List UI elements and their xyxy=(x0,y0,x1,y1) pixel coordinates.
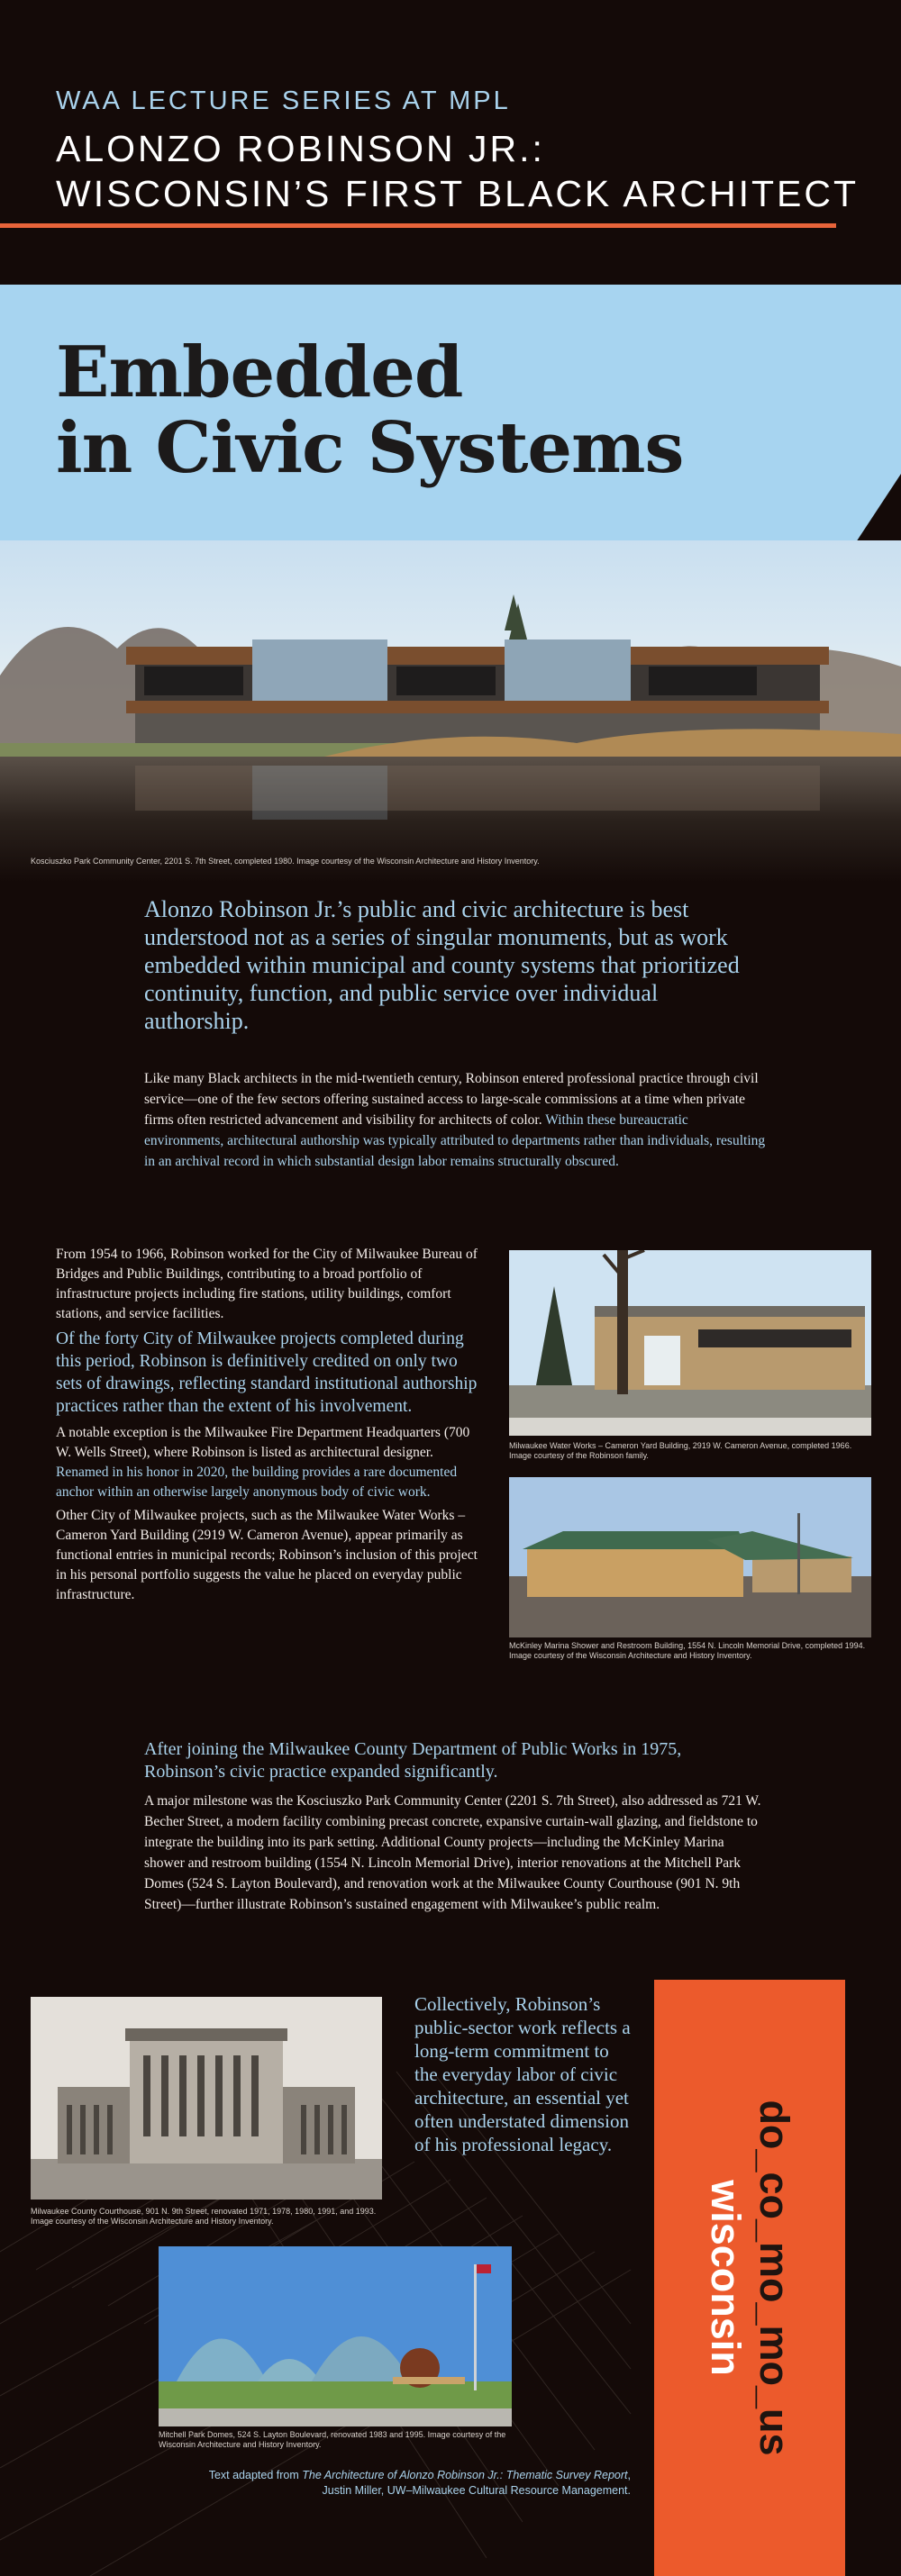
exhibit-title xyxy=(56,126,859,216)
city-paragraph-3 xyxy=(56,1423,479,1502)
intro-text: Like many Black architects in the mid-twentieth century, Robinson entered professional practice through civil service—one of the few sectors offering sustained access to large-scale commissions at a time when private firms often restricted advancement and visibility for architects of color. xyxy=(144,1071,759,1128)
city-section xyxy=(56,1245,479,1609)
exhibit-title-line2: WISCONSIN’S FIRST BLACK ARCHITECT xyxy=(56,173,860,214)
courthouse-caption: Milwaukee County Courthouse, 901 N. 9th Street, renovated 1971, 1978, 1980, 1991, and 1993. Image courtesy of the Wisconsin Architecture and History Inventory. xyxy=(31,2207,377,2226)
credit-prefix: Text adapted from xyxy=(208,2469,303,2481)
water-works-caption: Milwaukee Water Works – Cameron Yard Building, 2919 W. Cameron Avenue, completed 1966. Image courtesy of the Robinson family. xyxy=(509,1441,852,1460)
marina-caption: McKinley Marina Shower and Restroom Building, 1554 N. Lincoln Memorial Drive, completed 1994. Image courtesy of the Wisconsin Architecture and History Inventory. xyxy=(509,1641,866,1660)
marina-building-photo xyxy=(509,1477,871,1637)
source-credit xyxy=(162,2468,631,2499)
credit-suffix: , xyxy=(627,2469,631,2481)
orange-divider xyxy=(0,223,836,228)
county-paragraph: A major milestone was the Kosciuszko Park Community Center (2201 S. 7th Street), also addressed as 721 W. Becher Street, a modern facility combining precast concrete, expansive curtain-wall glazing, and fieldstone to integrate the building into its park setting. Additional County projects—including the McKinley Marina shower and restroom building (1554 N. Lincoln Memorial Drive), interior renovations at the Mitchell Park Domes (524 S. Layton Boulevard), and renovation work at the Milwaukee County Courthouse (901 N. 9th Street)—further illustrate Robinson’s sustained engagement with Milwaukee’s public realm. xyxy=(144,1793,761,1912)
exhibit-title-line1: ALONZO ROBINSON JR.: xyxy=(56,128,545,169)
credit-author: Justin Miller, UW–Milwaukee Cultural Resource Management. xyxy=(322,2484,631,2497)
docomomo-logo-container xyxy=(654,1980,845,2576)
docomomo-logo xyxy=(701,2100,798,2455)
lead-paragraph: Alonzo Robinson Jr.’s public and civic architecture is best understood not as a series of singular monuments, but as work embedded within municipal and county systems that prioritized continuity, function, and public service over individual authorship. xyxy=(144,896,740,1034)
city-paragraph-1: From 1954 to 1966, Robinson worked for the City of Milwaukee Bureau of Bridges and Public Buildings, contributing to a broad portfolio of infrastructure projects including fire stations, utility buildings, comfort stations, and service facilities. xyxy=(56,1247,478,1321)
collective-statement: Collectively, Robinson’s public-sector work reflects a long-term commitment to the everyday labor of civic architecture, an essential yet often understated dimension of his professional legacy. xyxy=(414,1993,631,2155)
fire-hq-text: A notable exception is the Milwaukee Fire Department Headquarters (700 W. Wells Street), where Robinson is listed as architectural designer. xyxy=(56,1425,470,1460)
series-label: WAA LECTURE SERIES AT MPL xyxy=(56,86,511,115)
city-paragraph-4: Other City of Milwaukee projects, such as the Milwaukee Water Works – Cameron Yard Building (2919 W. Cameron Avenue), appear primarily as functional entries in municipal records; Robinson’s inclusion of this project in his personal portfolio suggests the value he placed on everyday public infrastructure. xyxy=(56,1508,478,1602)
mitchell-domes-photo xyxy=(159,2246,512,2426)
section-title-line1: Embedded xyxy=(56,331,463,413)
logo-line1: do_co_mo_mo_us xyxy=(751,2100,797,2456)
hero-photo-caption: Kosciuszko Park Community Center, 2201 S. 7th Street, completed 1980. Image courtesy of the Wisconsin Architecture and History Inventory. xyxy=(31,857,540,866)
intro-paragraph xyxy=(144,1068,766,1172)
section-title-line2: in Civic Systems xyxy=(56,407,684,489)
fire-hq-highlight: Renamed in his honor in 2020, the building provides a rare documented anchor within an otherwise largely anonymous body of civic work. xyxy=(56,1465,458,1500)
logo-line2: wisconsin xyxy=(703,2180,749,2376)
intro-highlight: Within these bureaucratic environments, architectural authorship was typically attributed to departments rather than individuals, resulting in an archival record in which substantial design labor remains structurally obscured. xyxy=(144,1112,766,1169)
section-title xyxy=(56,331,684,489)
courthouse-photo xyxy=(31,1997,382,2200)
credit-title: The Architecture of Alonzo Robinson Jr.: Thematic Survey Report xyxy=(302,2469,628,2481)
kosciuszko-center-photo xyxy=(0,540,901,883)
water-works-photo xyxy=(509,1250,871,1436)
domes-caption: Mitchell Park Domes, 524 S. Layton Boulevard, renovated 1983 and 1995. Image courtesy of the Wisconsin Architecture and History Inventory. xyxy=(159,2430,506,2449)
county-lead: After joining the Milwaukee County Department of Public Works in 1975, Robinson’s civic practice expanded significantly. xyxy=(144,1739,682,1782)
city-highlight: Of the forty City of Milwaukee projects completed during this period, Robinson is definitively credited on only two sets of drawings, reflecting standard institutional authorship practices rather than the extent of his involvement. xyxy=(56,1329,478,1416)
